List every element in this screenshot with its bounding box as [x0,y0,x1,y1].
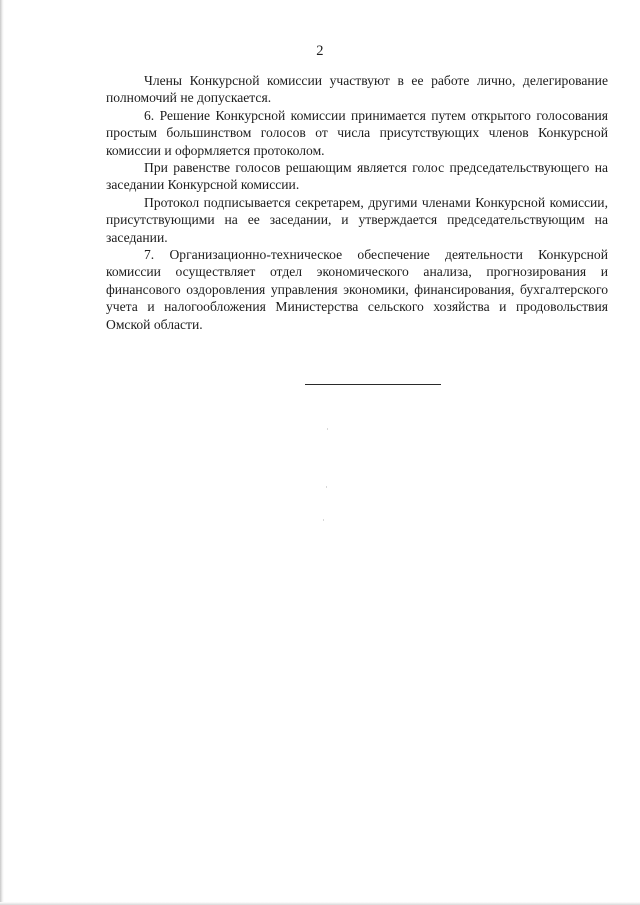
paragraph-equal-votes [106,159,608,194]
scan-speck [326,486,327,488]
paragraph-7 [106,246,608,333]
paragraph-line: финансового оздоровления управления экономики, финансирования, [106,281,515,297]
document-body [106,72,608,333]
paragraph-line: председательствующего на заседании Конкурсной комиссии. [106,160,608,193]
paragraph-line: бухгалтерского учета и налогообложения Министерства сельского хозяйства [106,281,608,315]
paragraph-line: комиссии осуществляет отдел экономического анализа, прогнозирования и [106,264,608,280]
scan-speck [323,519,324,521]
paragraph-protocol [106,194,608,246]
paragraph-line: Члены Конкурсной комиссии участвуют в ее работе лично, [144,73,516,88]
paragraph-line: и продовольствия Омской области. [106,299,608,332]
closing-rule [305,384,441,385]
paragraph-line: 6. Решение Конкурсной комиссии принимается путем открытого [144,107,531,123]
scan-edge-shadow [0,0,4,905]
paragraph-line: председательствующим на заседании. [106,212,608,245]
paragraph-line: Протокол подписывается секретарем, другими членами Конкурсной [144,194,546,210]
paragraph-line: комиссии, присутствующими на ее заседании, и утверждается [106,194,608,228]
paragraph-line: делегирование полномочий не допускается. [106,73,608,106]
paragraph-line: голосования простым большинством голосов от числа присутствующих [106,107,608,141]
scan-speck [327,428,328,430]
paragraph-members [106,72,608,107]
page-number: 2 [316,43,324,59]
paragraph-line: При равенстве голосов решающим является голос [144,160,445,176]
paragraph-line: членов Конкурсной комиссии и оформляется протоколом. [106,125,609,158]
paragraph-6 [106,107,608,159]
paragraph-line: 7. Организационно-техническое обеспечение деятельности Конкурсной [144,247,608,263]
